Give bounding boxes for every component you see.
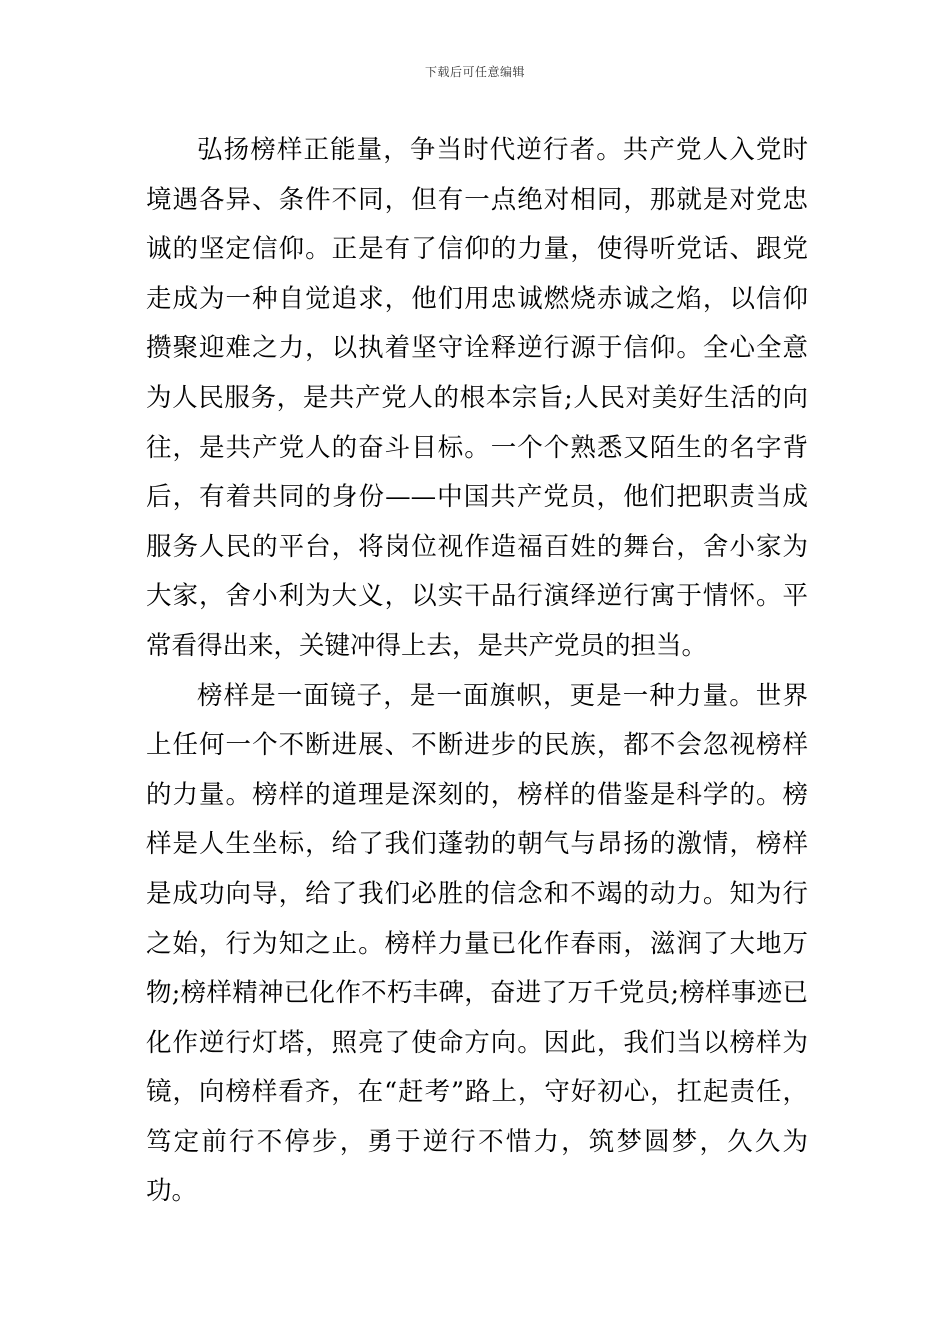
paragraph-1: 弘扬榜样正能量，争当时代逆行者。共产党人入党时境遇各异、条件不同，但有一点绝对相同，那就是对党忠诚的坚定信仰。正是有了信仰的力量，使得听党话、跟党走成为一种自觉追求，他们用忠诚燃烧赤诚之焰，以信仰攒聚迎难之力，以执着坚守诠释逆行源于信仰。全心全意为人民服务，是共产党人的根本宗旨;人民对美好生活的向往，是共产党人的奋斗目标。一个个熟悉又陌生的名字背后，有着共同的身份——中国共产党员，他们把职责当成服务人民的平台，将岗位视作造福百姓的舞台，舍小家为大家，舍小利为大义，以实干品行演绎逆行寓于情怀。平常看得出来，关键冲得上去，是共产党员的担当。: [146, 135, 808, 661]
page-header: 下载后可任意编辑: [424, 65, 525, 79]
paragraph-2: 榜样是一面镜子，是一面旗帜，更是一种力量。世界上任何一个不断进展、不断进步的民族，都不会忽视榜样的力量。榜样的道理是深刻的，榜样的借鉴是科学的。榜样是人生坐标，给了我们蓬勃的朝气与昂扬的激情，榜样是成功向导，给了我们必胜的信念和不竭的动力。知为行之始，行为知之止。榜样力量已化作春雨，滋润了大地万物;榜样精神已化作不朽丰碑，奋进了万千党员;榜样事迹已化作逆行灯塔，照亮了使命方向。因此，我们当以榜样为镜，向榜样看齐，在“赶考”路上，守好初心，扛起责任，笃定前行不停步，勇于逆行不惜力，筑梦圆梦，久久为功。: [146, 680, 808, 1207]
document-body: [146, 126, 808, 1217]
